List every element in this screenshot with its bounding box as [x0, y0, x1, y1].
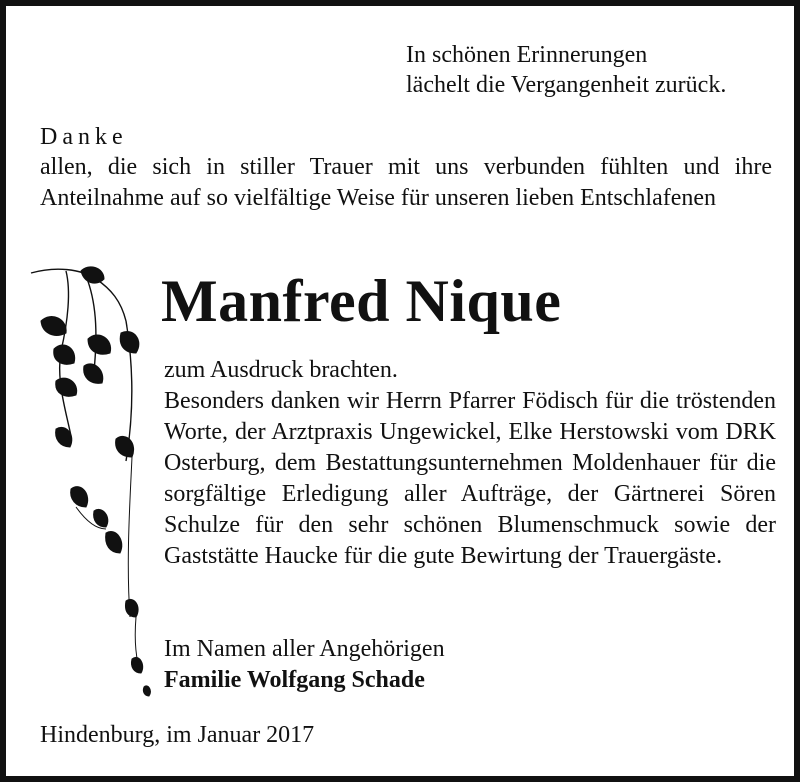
- birch-leaves-icon: [26, 261, 151, 711]
- deceased-name: Manfred Nique: [161, 268, 562, 334]
- intro-text: allen, die sich in stiller Trauer mit uns verbunden fühlten und ihre Anteilnahme auf so vielfältige Weise für unseren lieben Entschlafenen: [40, 154, 772, 211]
- place-and-date: Hindenburg, im Januar 2017: [40, 722, 315, 748]
- body-text: [164, 355, 776, 572]
- motto-line-1: In schönen Erinnerungen: [406, 42, 648, 68]
- motto: [406, 40, 726, 100]
- motto-line-2: lächelt die Vergangenheit zurück.: [406, 72, 727, 98]
- body-paragraph: Besonders danken wir Herrn Pfarrer Födisch für die tröstenden Worte, der Arztpraxis Ungewickel, Elke Herstowski vom DRK Osterburg, dem Bestattungsunternehmen Moldenhauer für die sorgfältige Erledigung aller Aufträge, der Gärtnerei Sören Schulze für den sehr schönen Blumenschmuck sowie der Gaststätte Haucke für die gute Bewirtung der Trauergäste.: [164, 388, 776, 569]
- closing: [164, 634, 445, 696]
- body-first-line: zum Ausdruck brachten.: [164, 357, 398, 383]
- family-signature: Familie Wolfgang Schade: [164, 667, 425, 693]
- closing-greeting: Im Namen aller Angehörigen: [164, 636, 445, 662]
- thanks-heading: Danke: [40, 124, 128, 150]
